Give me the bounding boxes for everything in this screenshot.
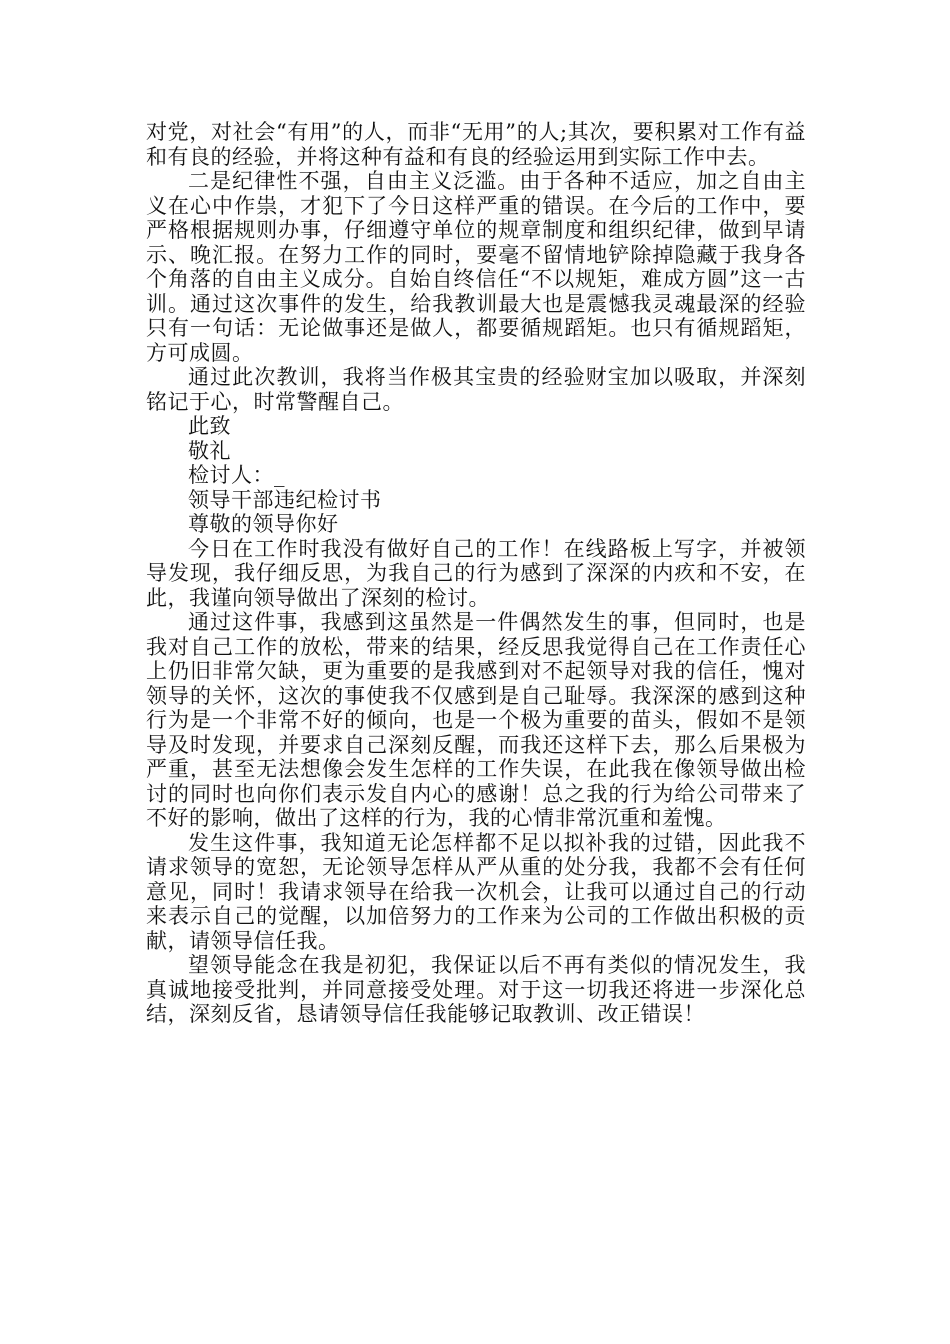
body-paragraph: 望领导能念在我是初犯，我保证以后不再有类似的情况发生，我真诚地接受批判，并同意接受处理。对于这一切我还将进一步深化总结，深刻反省，恳请领导信任我能够记取教训、改正错误！ [146,953,806,1026]
closing-salute: 敬礼 [188,438,231,463]
document-page [146,120,806,1027]
closing-greeting: 此致 [188,414,231,438]
paragraph-continued: 对党，对社会“有用”的人，而非“无用”的人;其次，要积累对工作有益和有良的经验，并将这种有益和有良的经验运用到实际工作中去。 [146,120,806,169]
signature-line: 检讨人：_ [188,463,285,487]
body-paragraph: 发生这件事，我知道无论怎样都不足以拟补我的过错，因此我不请求领导的宽恕，无论领导怎样从严从重的处分我，我都不会有任何意见，同时！我请求领导在给我一次机会，让我可以通过自己的行动来表示自己的觉醒，以加倍努力的工作来为公司的工作做出积极的贡献，请领导信任我。 [146,830,806,953]
document-title: 领导干部违纪检讨书 [188,487,382,512]
salutation: 尊敬的领导你好 [188,512,339,536]
body-paragraph: 通过这件事，我感到这虽然是一件偶然发生的事，但同时，也是我对自己工作的放松，带来的结果，经反思我觉得自己在工作责任心上仍旧非常欠缺，更为重要的是我感到对不起领导对我的信任，愧对领导的关怀，这次的事使我不仅感到是自己耻辱。我深深的感到这种行为是一个非常不好的倾向，也是一个极为重要的苗头，假如不是领导及时发现，并要求自己深刻反醒，而我还这样下去，那么后果极为严重，甚至无法想像会发生怎样的工作失误，在此我在像领导做出检讨的同时也向你们表示发自内心的感谢！总之我的行为给公司带来了不好的影响，做出了这样的行为，我的心情非常沉重和羞愧。 [146,610,806,830]
paragraph-lesson: 通过此次教训，我将当作极其宝贵的经验财宝加以吸取，并深刻铭记于心，时常警醒自己。 [146,365,806,414]
paragraph-discipline: 二是纪律性不强，自由主义泛滥。由于各种不适应，加之自由主义在心中作祟，才犯下了今日这样严重的错误。在今后的工作中，要严格根据规则办事，仔细遵守单位的规章制度和组织纪律，做到早请示、晚汇报。在努力工作的同时，要毫不留情地铲除掉隐藏于我身各个角落的自由主义成分。自始自终信任“不以规矩，难成方圆”这一古训。通过这次事件的发生，给我教训最大也是震憾我灵魂最深的经验只有一句话：无论做事还是做人，都要循规蹈矩。也只有循规蹈矩，方可成圆。 [146,169,806,365]
body-paragraph: 今日在工作时我没有做好自己的工作！在线路板上写字，并被领导发现，我仔细反思，为我自己的行为感到了深深的内疚和不安，在此，我谨向领导做出了深刻的检讨。 [146,536,806,610]
